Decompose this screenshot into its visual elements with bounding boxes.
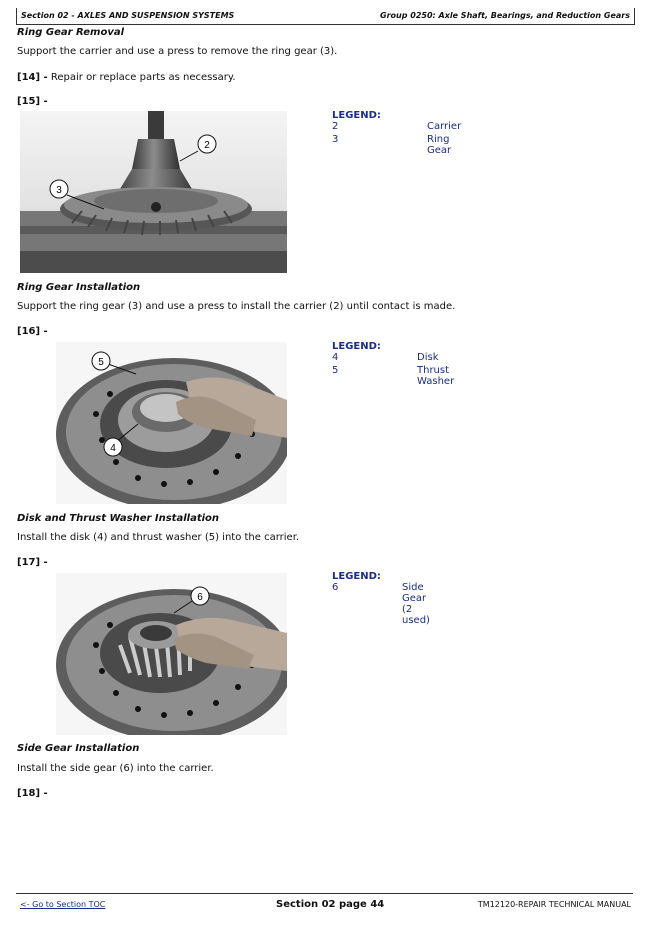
ring-gear-installation-heading: Ring Gear Installation xyxy=(17,282,141,293)
section-title: Section 02 - AXLES AND SUSPENSION SYSTEMS xyxy=(21,11,235,20)
legend-row xyxy=(332,582,430,626)
callout-3: 3 xyxy=(56,185,62,196)
legend-title: LEGEND: xyxy=(332,110,381,121)
step-17-legend xyxy=(332,571,430,626)
callout-4: 4 xyxy=(110,443,116,454)
legend-number: 4 xyxy=(332,352,339,363)
step-15-number: [15] - xyxy=(17,96,48,107)
page-number: Section 02 page 44 xyxy=(276,899,385,910)
legend-label: Carrier xyxy=(427,121,462,132)
disk-thrust-washer-photo xyxy=(56,342,287,504)
legend-label: Side Gear (2 used) xyxy=(402,582,430,626)
manual-title: TM12120-REPAIR TECHNICAL MANUAL xyxy=(477,900,631,909)
group-title: Group 0250: Axle Shaft, Bearings, and Reduction Gears xyxy=(380,11,630,20)
legend-row xyxy=(332,352,439,365)
legend-row xyxy=(332,121,462,134)
step-14-text: Repair or replace parts as necessary. xyxy=(47,72,236,83)
footer-divider xyxy=(16,893,633,894)
legend-row xyxy=(332,134,452,156)
step-18-number: [18] - xyxy=(17,788,48,799)
ring-gear-removal-photo xyxy=(20,111,287,273)
ring-gear-installation-text: Support the ring gear (3) and use a press to install the carrier (2) until contact is made. xyxy=(17,301,456,312)
legend-number: 2 xyxy=(332,121,339,132)
legend-number: 3 xyxy=(332,134,339,145)
legend-label: Thrust Washer xyxy=(417,365,455,387)
legend-title: LEGEND: xyxy=(332,341,381,352)
step-14 xyxy=(17,72,236,83)
legend-label: Disk xyxy=(417,352,439,363)
callout-6: 6 xyxy=(197,592,203,603)
step-14-number: [14] - xyxy=(17,72,48,83)
side-gear-photo xyxy=(56,573,287,735)
legend-number: 6 xyxy=(332,582,339,593)
step-16-legend xyxy=(332,341,455,387)
step-16-number: [16] - xyxy=(17,326,48,337)
step-17-number: [17] - xyxy=(17,557,48,568)
go-to-section-toc-link[interactable]: <- Go to Section TOC xyxy=(20,900,106,909)
side-gear-installation-heading: Side Gear Installation xyxy=(17,743,140,754)
disk-installation-text: Install the disk (4) and thrust washer (5) into the carrier. xyxy=(17,532,300,543)
page-header xyxy=(16,8,635,25)
side-gear-installation-text: Install the side gear (6) into the carrier. xyxy=(17,763,214,774)
ring-gear-removal-heading: Ring Gear Removal xyxy=(17,27,125,38)
legend-label: Ring Gear xyxy=(427,134,452,156)
disk-installation-heading: Disk and Thrust Washer Installation xyxy=(17,513,220,524)
callout-2: 2 xyxy=(204,140,210,151)
legend-number: 5 xyxy=(332,365,339,376)
legend-row xyxy=(332,365,455,387)
ring-gear-removal-text: Support the carrier and use a press to remove the ring gear (3). xyxy=(17,46,338,57)
callout-5: 5 xyxy=(98,357,104,368)
legend-title: LEGEND: xyxy=(332,571,381,582)
step-15-legend xyxy=(332,110,462,156)
